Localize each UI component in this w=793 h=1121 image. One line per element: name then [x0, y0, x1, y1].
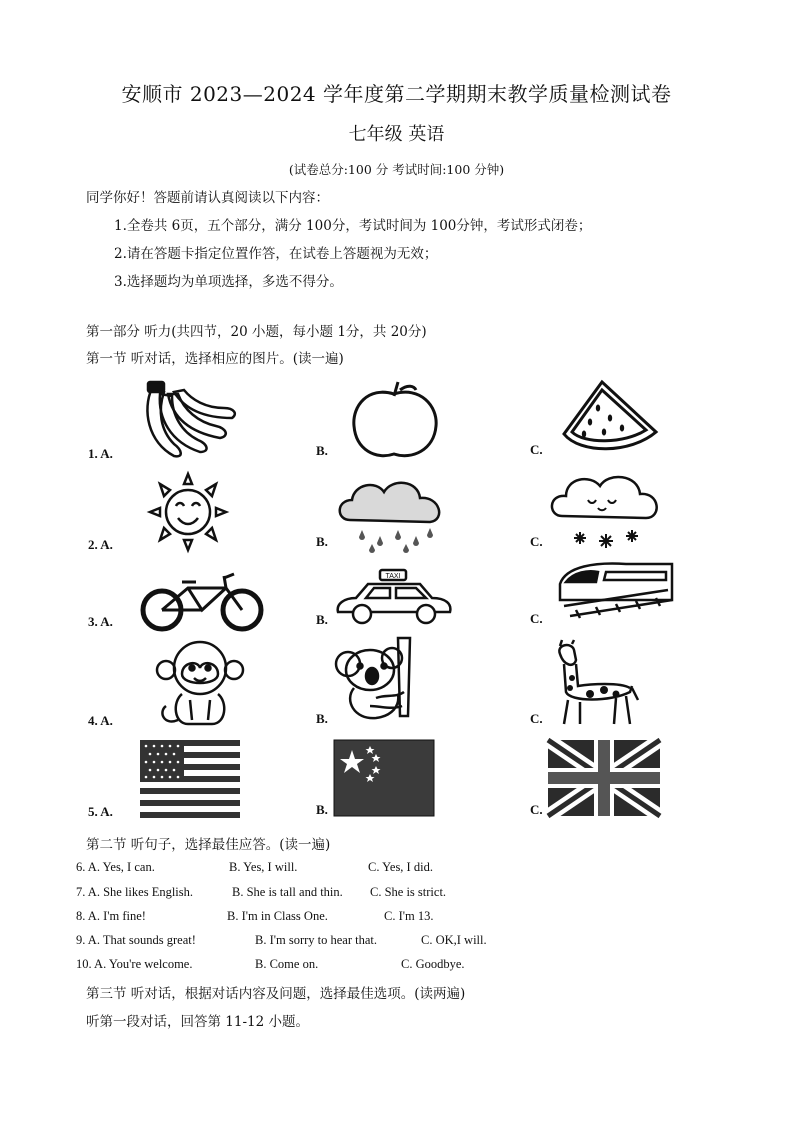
q4-c-label: C. [530, 711, 543, 726]
q9-option-a: 9. A. That sounds great! [76, 933, 196, 947]
q4-b-label: B. [316, 711, 328, 726]
rain-cloud-icon [334, 474, 454, 554]
q8-option-a: 8. A. I'm fine! [76, 909, 146, 923]
usa-flag-icon [140, 740, 240, 818]
q9-option-b: B. I'm sorry to hear that. [255, 933, 378, 947]
giraffe-icon [550, 640, 640, 726]
instruction-2: 2.请在答题卡指定位置作答，在试卷上答题视为无效； [114, 246, 438, 262]
exam-subtitle: 七年级 英语 [348, 124, 445, 145]
exam-info-note: (试卷总分:100 分 考试时间:100 分钟) [288, 162, 505, 177]
q6-option-b: B. Yes, I will. [229, 860, 298, 874]
apple-icon [348, 380, 440, 460]
china-flag-icon [334, 740, 434, 816]
q8-option-c: C. I'm 13. [384, 909, 434, 923]
q5-c-label: C. [530, 802, 543, 817]
taxi-icon [334, 568, 454, 632]
q8-option-b: B. I'm in Class One. [227, 909, 328, 923]
bananas-icon [138, 380, 238, 460]
q6-option-a: 6. A. Yes, I can. [76, 860, 155, 874]
q6-option-c: C. Yes, I did. [368, 860, 433, 874]
q2-b-label: B. [316, 534, 328, 549]
q4-label: 4. A. [88, 713, 113, 728]
q10-option-b: B. Come on. [255, 957, 319, 971]
q5-label: 5. A. [88, 804, 113, 819]
q1-b-label: B. [316, 443, 328, 458]
greeting: 同学你好！答题前请认真阅读以下内容： [86, 190, 329, 206]
train-icon [556, 560, 676, 624]
part1-heading: 第一部分 听力(共四节，20 小题，每小题 1分，共 20分) [86, 324, 427, 340]
q7-option-b: B. She is tall and thin. [232, 885, 343, 899]
koala-icon [330, 636, 426, 726]
section2-heading: 第二节 听句子，选择最佳应答。(读一遍) [86, 837, 331, 853]
q3-label: 3. A. [88, 614, 113, 629]
taxi-sign-text: TAXI [385, 573, 401, 580]
q5-b-label: B. [316, 802, 328, 817]
monkey-icon [154, 640, 250, 728]
q10-option-c: C. Goodbye. [401, 957, 465, 971]
q7-option-a: 7. A. She likes English. [76, 885, 194, 899]
q3-c-label: C. [530, 611, 543, 626]
q9-option-c: C. OK,I will. [421, 933, 487, 947]
sun-icon [138, 470, 238, 554]
instruction-3: 3.选择题均为单项选择，多选不得分。 [114, 274, 343, 290]
q2-c-label: C. [530, 534, 543, 549]
section3-note: 听第一段对话，回答第 11-12 小题。 [86, 1014, 310, 1030]
section3-heading: 第三节 听对话，根据对话内容及问题，选择最佳选项。(读两遍) [86, 986, 466, 1002]
section1-heading: 第一节 听对话，选择相应的图片。(读一遍) [86, 351, 344, 367]
q10-option-a: 10. A. You're welcome. [76, 957, 193, 971]
exam-title: 安顺市 2023—2024 学年度第二学期期末教学质量检测试卷 [121, 82, 672, 106]
snow-cloud-icon [548, 470, 664, 554]
bicycle-icon [138, 570, 266, 632]
uk-flag-icon [548, 740, 660, 816]
q2-label: 2. A. [88, 537, 113, 552]
q1-c-label: C. [530, 442, 543, 457]
q1-label: 1. A. [88, 446, 113, 461]
watermelon-icon [560, 378, 660, 454]
instruction-1: 1.全卷共 6页，五个部分，满分 100分，考试时间为 100分钟，考试形式闭卷； [114, 218, 592, 234]
q7-option-c: C. She is strict. [370, 885, 447, 899]
q3-b-label: B. [316, 612, 328, 627]
